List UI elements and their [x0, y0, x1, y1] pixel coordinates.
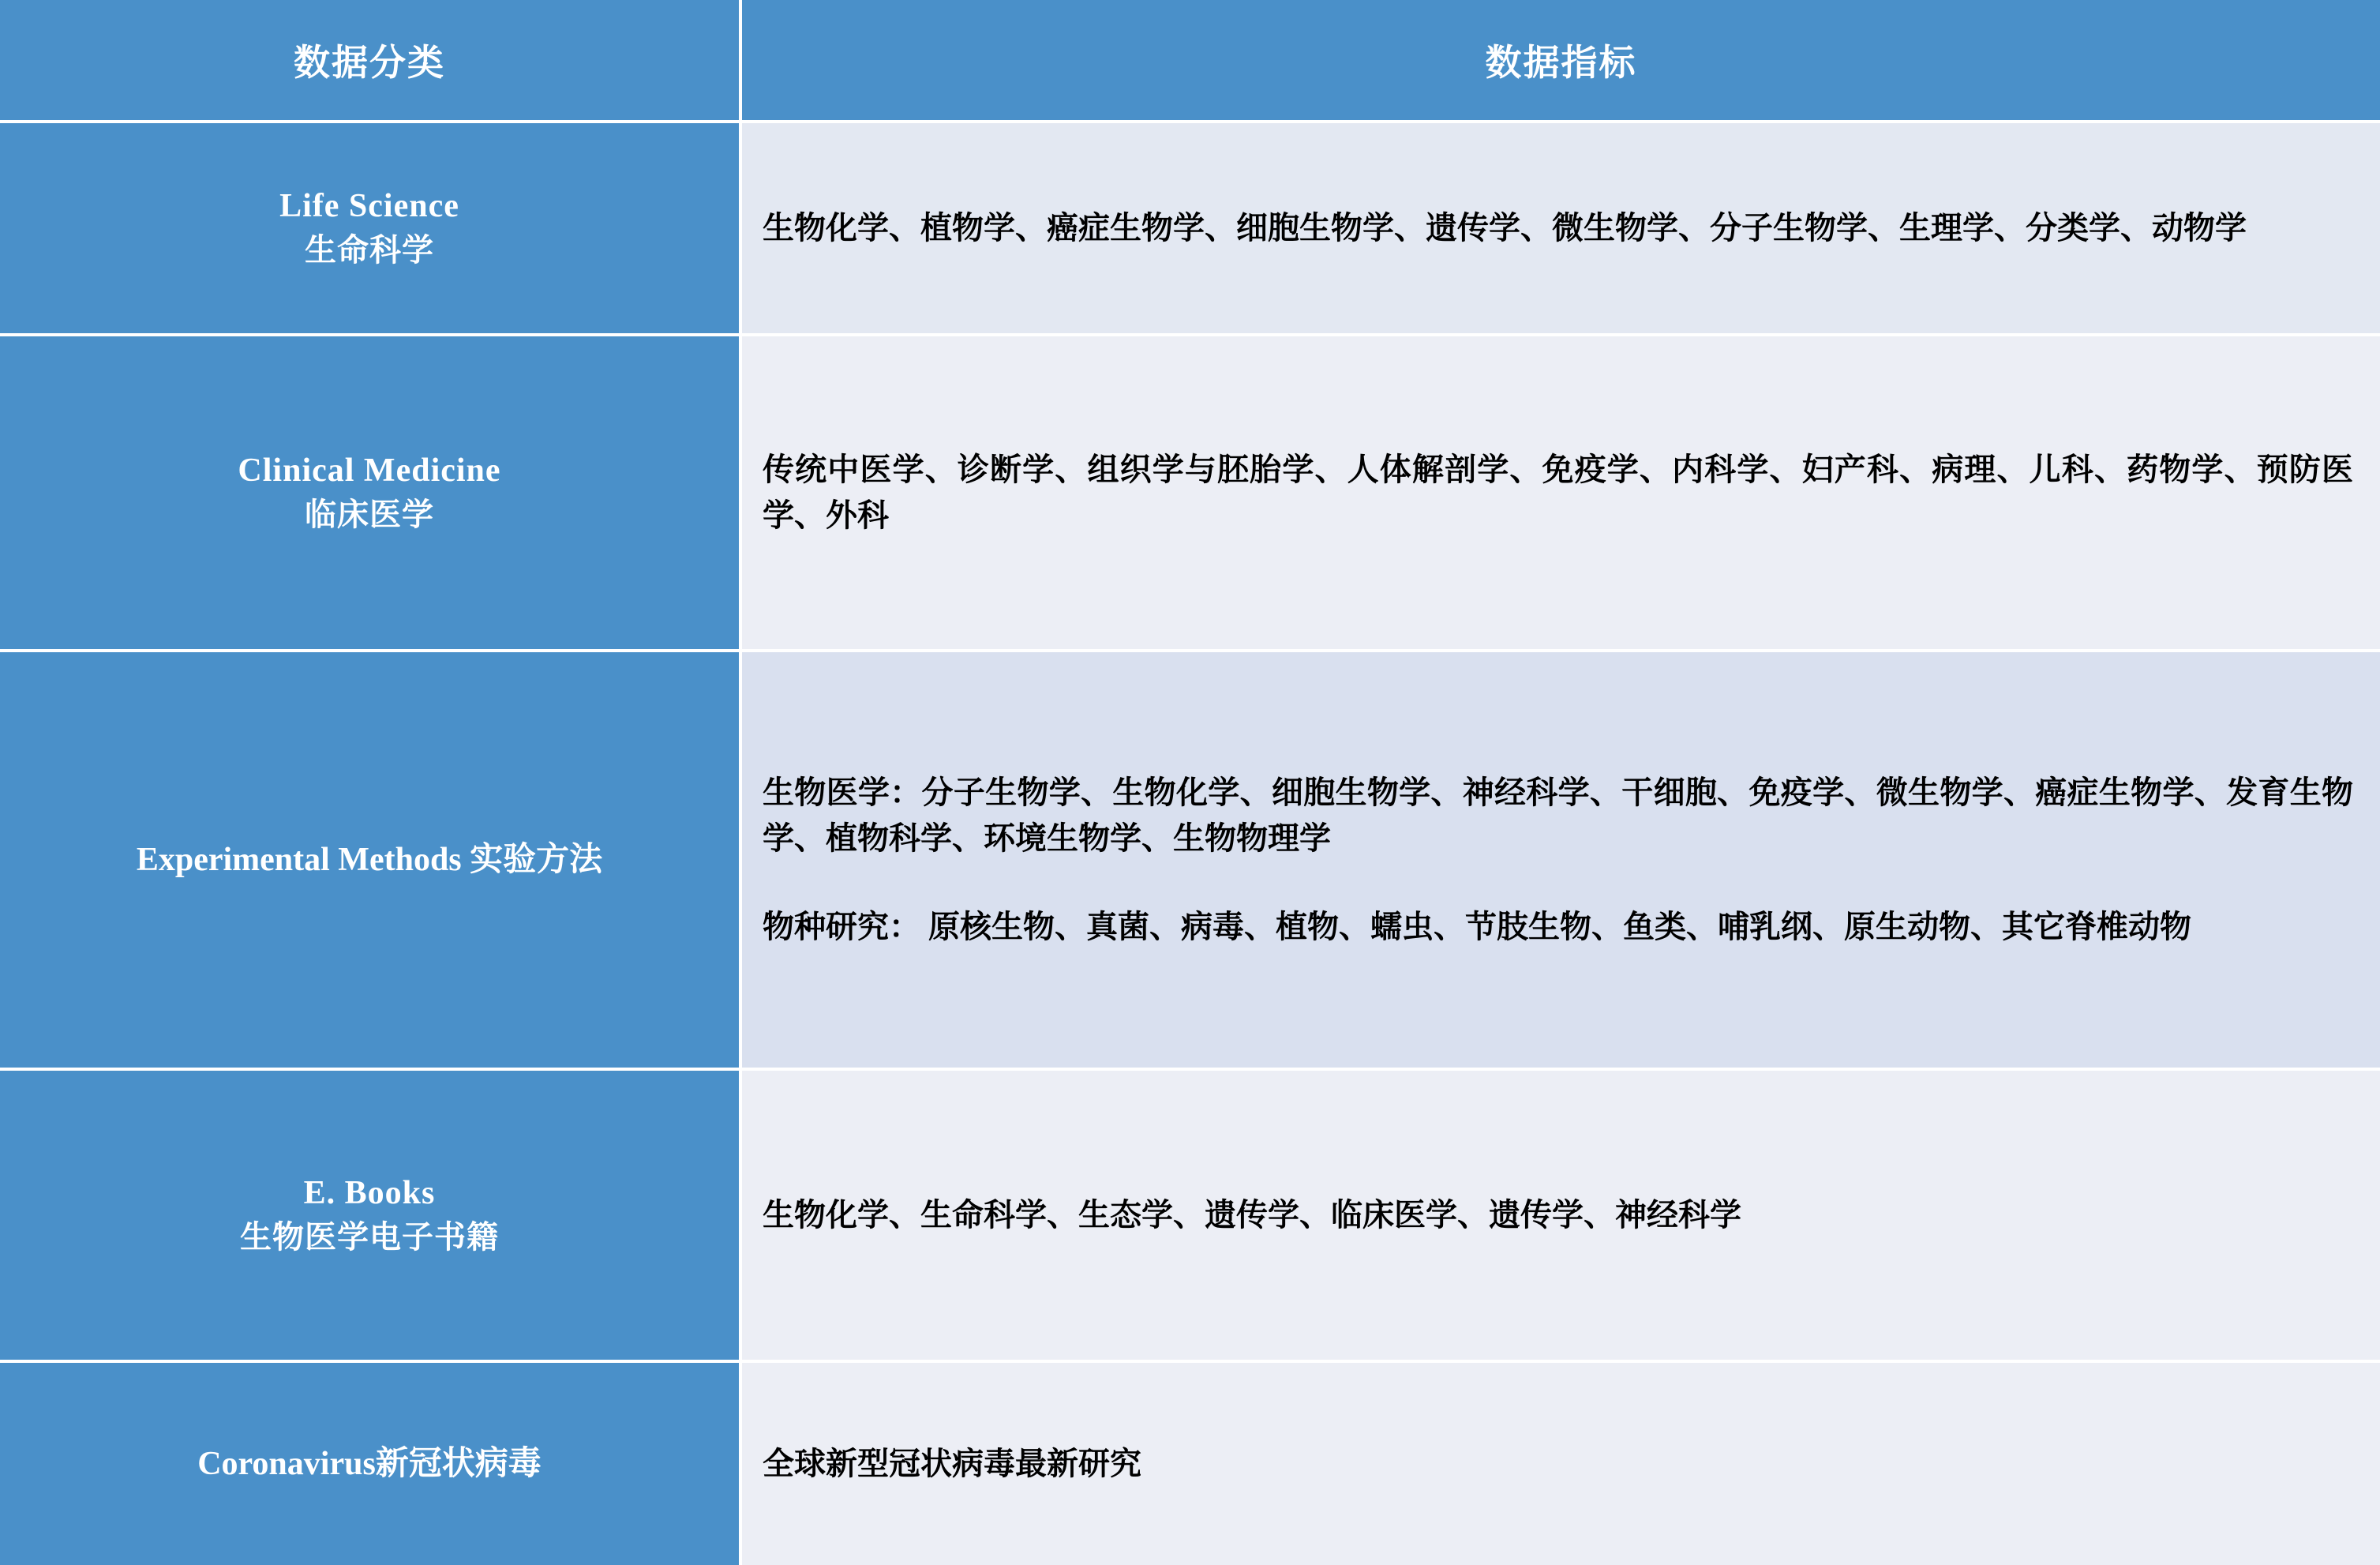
row-indicator-experimental-methods [742, 652, 2380, 1071]
row-indicator-coronavirus [742, 1363, 2380, 1565]
indicator-paragraph: 全球新型冠状病毒最新研究 [763, 1446, 1141, 1481]
category-name-en: Clinical Medicine [238, 452, 501, 489]
table-body [0, 123, 2380, 1565]
indicator-paragraph: 物种研究： 原核生物、真菌、病毒、植物、蠕虫、节肢生物、鱼类、哺乳纲、原生动物、其它脊椎动物 [763, 909, 2191, 944]
category-name-inline: Coronavirus新冠状病毒 [197, 1445, 542, 1482]
table-header [0, 0, 2380, 123]
category-name-zh: 生命科学 [305, 232, 434, 268]
row-category-experimental-methods [0, 652, 742, 1071]
category-name-zh: 临床医学 [305, 497, 434, 533]
category-name-en: E. Books [303, 1174, 436, 1211]
table-row [0, 123, 2380, 336]
table-row [0, 1363, 2380, 1565]
row-category-coronavirus [0, 1363, 742, 1565]
table-row [0, 1071, 2380, 1363]
indicator-paragraph: 生物化学、植物学、癌症生物学、细胞生物学、遗传学、微生物学、分子生物学、生理学、分类学、动物学 [763, 210, 2247, 246]
row-indicator-clinical-medicine [742, 336, 2380, 652]
column-header-indicator: 数据指标 [742, 0, 2380, 123]
indicator-paragraph: 传统中医学、诊断学、组织学与胚胎学、人体解剖学、免疫学、内科学、妇产科、病理、儿科、药物学、预防医学、外科 [763, 452, 2353, 533]
category-name-en: Life Science [279, 187, 459, 224]
row-category-ebooks [0, 1071, 742, 1363]
table-row [0, 652, 2380, 1071]
category-name-zh: 生物医学电子书籍 [240, 1219, 499, 1255]
table-header-row [0, 0, 2380, 123]
row-indicator-ebooks [742, 1071, 2380, 1363]
table-row [0, 336, 2380, 652]
indicator-paragraph: 生物医学：分子生物学、生物化学、细胞生物学、神经科学、干细胞、免疫学、微生物学、癌症生物学、发育生物学、植物科学、环境生物学、生物物理学 [763, 775, 2353, 856]
row-indicator-life-science [742, 123, 2380, 336]
row-category-clinical-medicine [0, 336, 742, 652]
column-header-category: 数据分类 [0, 0, 742, 123]
indicator-paragraph: 生物化学、生命科学、生态学、遗传学、临床医学、遗传学、神经科学 [763, 1197, 1741, 1233]
row-category-life-science [0, 123, 742, 336]
category-name-inline: Experimental Methods 实验方法 [136, 841, 603, 878]
